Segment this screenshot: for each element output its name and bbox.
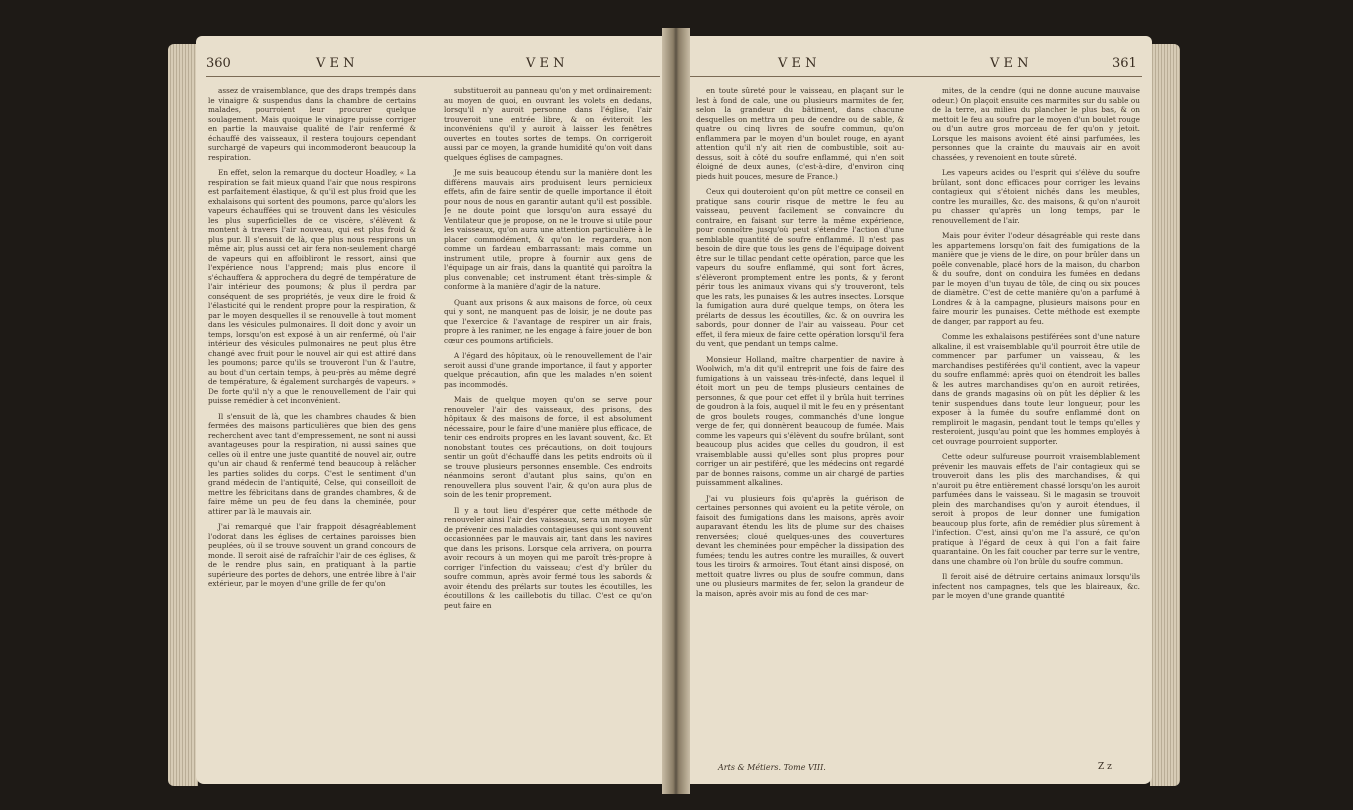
- right-column-2: [932, 86, 1140, 750]
- paragraph: En effet, selon la remarque du docteur Hoadley, « La respiration se fait mieux quand l'air que nous respirons est parfaitement élastique, & qu'il est plus froid que les exhalaisons qui sortent des poumons, parce qu'alors les vapeurs échauffées qui se trouvent dans les vésicules les plus superficielles de ce viscère, s'élèvent & montent à travers l'air nouveau, qui est plus froid & plus pur. Il s'ensuit de là, que plus nous respirons un même air, plus aussi cet air fera non-seulement chargé de vapeurs qui en affoibliront le ressort, ainsi que l'expérience nous l'apprend; mais plus encore il s'échauffera & approchera du degré de température de l'air intérieur des poumons; & plus il perdra par conséquent de ses propriétés, je veux dire le froid & l'élasticité qui le rendent propre pour la respiration, & par le moyen desquelles il se renouvelle à tout moment dans les vésicules pulmonaires. Il doit donc y avoir un temps, lorsqu'on est exposé à un air renfermé, où l'air intérieur des vésicules pulmonaires ne peut plus être changé avec fruit pour le nouvel air qui est attiré dans les poumons; parce qu'ils se trouveront l'un & l'autre, au bout d'un certain temps, à peu-près au même degré de température, & également surchargés de vapeurs. » De forte qu'il n'y a que le renouvellement de l'air qui puisse remédier à cet inconvénient.: [208, 168, 416, 405]
- paragraph: Mais pour éviter l'odeur désagréable qui reste dans les appartemens lorsqu'on fait des fumigations de la manière que je viens de le dire, on pour brûler dans un poêle convenable, placé hors de la maison, du charbon & du soufre, dont on conduira les fumées en dedans par le moyen d'un tuyau de tôle, de cinq ou six pouces de diamètre. C'est de cette manière qu'on a parfumé à Londres & à la campagne, plusieurs maisons pour en faire mourir les punaises. Cette méthode est exempte de danger, par rapport au feu.: [932, 231, 1140, 326]
- paragraph: Je me suis beaucoup étendu sur la manière dont les différens mauvais airs produisent leurs pernicieux effets, afin de faire sentir de quelle importance il étoit pour nous de nous en garantir autant qu'il est possible. Je ne doute point que lorsqu'on aura essayé du Ventilateur que je propose, on ne le trouve si utile pour les vaisseaux, qu'on aura une attention particulière à le placer commodément, & qu'on le regardera, non comme un fardeau embarrassant: mais comme un instrument utile, propre à fournir aux gens de l'équipage un air frais, dans la quantité qui paroîtra la plus convenable; cet instrument étant très-simple & conforme à la manière d'agir de la nature.: [444, 168, 652, 291]
- right-page: [678, 36, 1152, 784]
- right-page-number: 361: [1112, 56, 1137, 71]
- paragraph: substitueroit au panneau qu'on y met ordinairement: au moyen de quoi, en ouvrant les volets en dedans, lorsqu'il n'y auroit personne dans l'église, l'air trouveroit une entrée libre, & on éviteroit les inconvéniens qu'il y auroit à laisser les fenêtres ouvertes en toutes sortes de temps. On corrigeroit aussi par ce moyen, la grande humidité qu'on voit dans quelques églises de campagnes.: [444, 86, 652, 162]
- left-running-head-2: V E N: [526, 56, 565, 71]
- paragraph: Monsieur Holland, maître charpentier de navire à Woolwich, m'a dit qu'il entreprit une fois de faire des fumigations à un vaisseau très-infecté, dans lequel il étoit mort un peu de temps plusieurs centaines de personnes, & que pour cet effet il y brûla huit terrines de goudron à la fois, auquel il mit le feu en y présentant de gros boulets rouges, commanchés d'une longue verge de fer, qui donnèrent beaucoup de fumée. Mais comme les vapeurs qui s'élèvent du soufre brûlant, sont beaucoup plus acides que celles du goudron, il est vraisemblable aussi qu'elles sont plus propres pour corriger un air pestiféré, que les médecins ont regardé par de bonnes raisons, comme un air chargé de parties puissamment alkalines.: [696, 354, 904, 487]
- left-column-2: [444, 86, 652, 750]
- paragraph: Il feroit aisé de détruire certains animaux lorsqu'ils infectent nos campagnes, tels que les blaireaux, &c. par le moyen d'une grande quantité: [932, 572, 1140, 600]
- right-running-head-2: V E N: [990, 56, 1029, 71]
- paragraph: en toute sûreté pour le vaisseau, en plaçant sur le lest à fond de cale, une ou plusieurs marmites de fer, selon la grandeur du bâtiment, dans chacune desquelles on mettra un peu de cendre ou de sable, & quatre ou cinq livres de soufre commun, qu'on enflammera par le moyen d'un boulet rouge, en ayant attention qu'il n'y ait rien de combustible, soit au-dessus, soit à côté du soufre enflammé, qui n'en soit éloigné de deux aunes, (c'est-à-dire, d'environ cinq pieds huit pouces, mesure de France.): [696, 86, 904, 181]
- paragraph: Les vapeurs acides ou l'esprit qui s'élève du soufre brûlant, sont donc efficaces pour corriger les levains contagieux qui s'étoient nichés dans les meubles, contre les murailles, &c. des maisons, & qu'on n'auroit pu chasser qu'après un long temps, par le renouvellement de l'air.: [932, 168, 1140, 225]
- right-page-edges: [1150, 44, 1180, 786]
- right-running-head: V E N: [778, 56, 817, 71]
- paragraph: Comme les exhalaisons pestiférées sont d'une nature alkaline, il est vraisemblable qu'il pourroit être utile de commencer par parfumer un vaisseau, & les marchandises pestiférées qu'il contient, avec la vapeur du soufre enflammé: après quoi on étendroit les balles & les autres marchandises qu'on en auroit retirées, dans de grands magasins où on pût les déplier & les tenir suspendues dans toute leur longueur, pour les exposer à la fumée du soufre enflammé dont on rempliroit le magasin, pendant tout le temps qu'elles y resteroient, jusqu'au point que les hommes employés à cet ouvrage pourroient supporter.: [932, 332, 1140, 446]
- paragraph: Cette odeur sulfureuse pourroit vraisemblablement prévenir les mauvais effets de l'air contagieux qui se trouveroit dans les plis des marchandises, & qui n'auroit pu être entièrement chassé lorsqu'on les auroit parfumées dans le vaisseau. Si le magasin se trouvoit plein des marchandises qu'on y auroit étendues, il seroit à propos de leur donner une fumigation beaucoup plus forte, afin de remédier plus sûrement à l'infection. C'est, ainsi qu'on me l'a assuré, ce qu'on pratique à l'égard de ceux à qui l'on a fait faire quarantaine. On les fait coucher par terre sur le ventre, dans une chambre où l'on brûle du soufre commun.: [932, 452, 1140, 566]
- volume-footer: Arts & Métiers. Tome VIII.: [718, 763, 826, 772]
- paragraph: J'ai remarqué que l'air frappoit désagréablement l'odorat dans les églises de certaines paroisses bien peuplées, où il se trouve souvent un grand concours de monde. Il seroit aisé de rafraîchir l'air de ces églises, & de le rendre plus sain, en pratiquant à la partie supérieure des portes de dehors, une entrée libre à l'air extérieur, par le moyen d'une grille de fer qu'on: [208, 522, 416, 588]
- paragraph: J'ai vu plusieurs fois qu'après la guérison de certaines personnes qui avoient eu la petite vérole, on faisoit des fumigations dans les maisons, après avoir auparavant étendu les lits de plume sur des chaises renversées; cloué quelques-unes des couvertures devant les cheminées pour empêcher la dissipation des fumées; tendu les autres contre les murailles, & ouvert tous les tiroirs & armoires. Tout étant ainsi disposé, on mettoit quatre livres ou plus de soufre commun, dans une ou plusieurs marmites de fer, selon la grandeur de la maison, après avoir mis au fond de ces mar-: [696, 493, 904, 598]
- signature-mark: Z z: [1098, 762, 1112, 772]
- paragraph: Il y a tout lieu d'espérer que cette méthode de renouveler ainsi l'air des vaisseaux, sera un moyen sûr de prévenir ces maladies contagieuses qui sont souvent occasionnées par le mauvais air, tant dans les navires que dans les prisons. Lorsque cela arrivera, on pourra avoir recours à un moyen qui me paroît très-propre à corriger l'infection du vaisseau; c'est d'y brûler du soufre commun, après avoir fermé tous les sabords & avoir étendu des prélarts sur toutes les écoutilles, les écoutillons & les caillebotis du tillac. C'est ce qu'on peut faire en: [444, 505, 652, 610]
- left-page-edges: [168, 44, 198, 786]
- paragraph: Quant aux prisons & aux maisons de force, où ceux qui y sont, ne manquent pas de loisir, je ne doute pas que l'exercice & l'avantage de respirer un air frais, propre à les ranimer, ne les engage à faire jouer de bon cœur ces poumons artificiels.: [444, 297, 652, 345]
- header-rule: [206, 76, 660, 77]
- paragraph: Mais de quelque moyen qu'on se serve pour renouveler l'air des vaisseaux, des prisons, des hôpitaux & des maisons de force, il est absolument nécessaire, pour le faire d'une manière plus efficace, de tenir ces endroits propres en les lavant souvent, &c. Et nonobstant toutes ces précautions, on doit toujours sentir un goût d'échauffé dans les petits endroits où il se trouve plusieurs personnes ensemble. Ces endroits néanmoins seront d'autant plus sains, qu'on en renouvellera plus souvent l'air, & qu'on aura plus de soin de les tenir proprement.: [444, 395, 652, 499]
- paragraph: Il s'ensuit de là, que les chambres chaudes & bien fermées des maisons particulières que bien des gens recherchent avec tant d'empressement, ne sont ni aussi avantageuses pour la respiration, ni aussi saines que celles où il entre une juste quantité de nouvel air, outre qu'un air chaud & renfermé tend beaucoup à relâcher les parties solides du corps. C'est le sentiment d'un grand médecin de l'antiquité, Celse, qui conseilloit de mettre les fébricitans dans de grandes chambres, & de faire même un peu de feu dans la cheminée, pour attirer par là le mauvais air.: [208, 411, 416, 516]
- paragraph: mites, de la cendre (qui ne donne aucune mauvaise odeur.) On plaçoit ensuite ces marmites sur du sable ou de la terre, au milieu du plancher le plus bas, & on mettoit le feu au soufre par le moyen d'un boulet rouge ou d'un autre gros morceau de fer qu'on y jetoit. Lorsque les maisons avoient été ainsi parfumées, les personnes que la crainte du mauvais air en avoit chassées, y revenoient en toute sûreté.: [932, 86, 1140, 162]
- paragraph: A l'égard des hôpitaux, où le renouvellement de l'air seroit aussi d'une grande importance, il faut y apporter quelque précaution, afin que les malades n'en soient pas incommodés.: [444, 351, 652, 389]
- right-column-1: [696, 86, 904, 736]
- left-page: [196, 36, 670, 784]
- paragraph: Ceux qui douteroient qu'on pût mettre ce conseil en pratique sans courir risque de mettre le feu au vaisseau, peuvent facilement se convaincre du contraire, en faisant sur terre la même expérience, pour connoître jusqu'où peut s'étendre l'action d'une semblable quantité de soufre enflammé. Il n'est pas besoin de dire que tous les gens de l'équipage doivent être sur le tillac pendant cette opération, parce que les vapeurs du soufre enflammé, qui sont fort âcres, s'élèveront promptement entre les ponts, & y feront périr tous les animaux vivans qui s'y trouveront, tels que les rats, les punaises & les autres insectes. Lorsque la fumigation aura duré quelque temps, on ôtera les prélarts de dessus les écoutilles, &c. & on ouvrira les sabords, pour donner de l'air au vaisseau. Pour cet effet, il fera mieux de faire cette opération lorsqu'il fera du vent, que pendant un temps calme.: [696, 187, 904, 348]
- paragraph: assez de vraisemblance, que des draps trempés dans le vinaigre & suspendus dans la chambre de certains malades, pourroient leur procurer quelque soulagement. Mais quoique le vinaigre puisse corriger en partie la mauvaise qualité de l'air renfermé & échauffé des vaisseaux, il restera toujours cependant surchargé de vapeurs qui incommoderont beaucoup la respiration.: [208, 86, 416, 162]
- left-running-head: V E N: [316, 56, 355, 71]
- header-rule: [688, 76, 1142, 77]
- left-page-number: 360: [206, 56, 231, 71]
- left-column-1: [208, 86, 416, 750]
- book-gutter: [662, 28, 690, 794]
